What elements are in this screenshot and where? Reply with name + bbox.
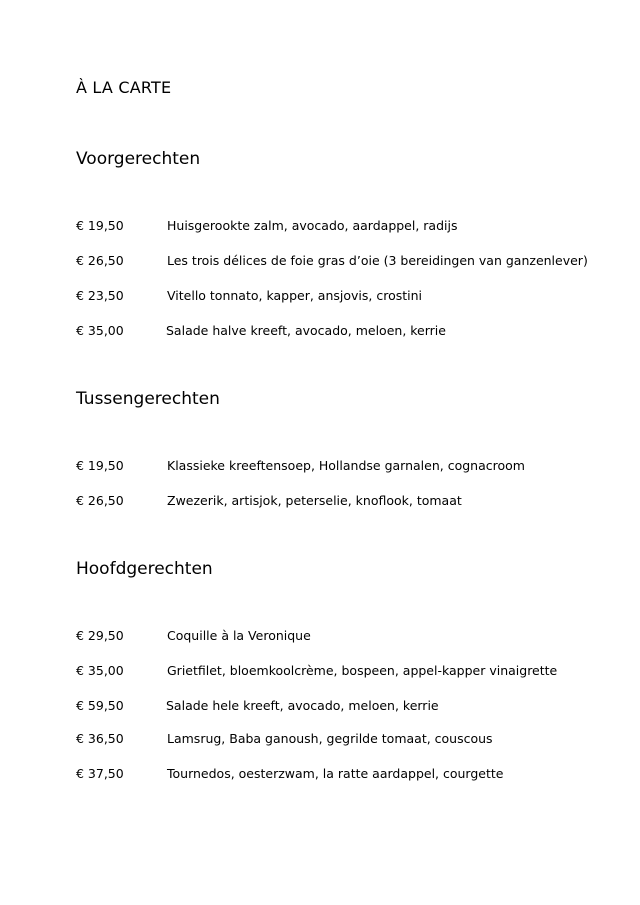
item-dish: Salade halve kreeft, avocado, meloen, kerrie xyxy=(166,323,446,338)
item-price: € 36,50 xyxy=(76,731,124,746)
item-dish: Tournedos, oesterzwam, la ratte aardappel, courgette xyxy=(167,766,504,781)
item-price: € 35,00 xyxy=(76,663,124,678)
menu-item xyxy=(76,697,596,715)
item-price: € 23,50 xyxy=(76,288,124,303)
item-price: € 19,50 xyxy=(76,458,124,473)
item-dish: Klassieke kreeftensoep, Hollandse garnalen, cognacroom xyxy=(167,458,525,473)
menu-item xyxy=(76,457,596,475)
menu-item xyxy=(76,217,596,235)
item-dish: Salade hele kreeft, avocado, meloen, kerrie xyxy=(166,698,439,713)
menu-item xyxy=(76,627,596,645)
menu-item xyxy=(76,322,596,340)
item-price: € 19,50 xyxy=(76,218,124,233)
item-price: € 59,50 xyxy=(76,698,124,713)
item-price: € 26,50 xyxy=(76,493,124,508)
item-dish: Huisgerookte zalm, avocado, aardappel, radijs xyxy=(167,218,458,233)
item-dish: Lamsrug, Baba ganoush, gegrilde tomaat, couscous xyxy=(167,731,493,746)
section-heading-voorgerechten: Voorgerechten xyxy=(76,149,201,169)
item-dish: Les trois délices de foie gras d’oie (3 bereidingen van ganzenlever) xyxy=(167,253,588,268)
page-title: À LA CARTE xyxy=(76,78,172,97)
menu-item xyxy=(76,252,596,270)
section-heading-tussengerechten: Tussengerechten xyxy=(76,389,220,409)
section-heading-hoofdgerechten: Hoofdgerechten xyxy=(76,559,213,579)
menu-item xyxy=(76,730,596,748)
menu-item xyxy=(76,287,596,305)
item-dish: Vitello tonnato, kapper, ansjovis, crostini xyxy=(167,288,422,303)
menu-item xyxy=(76,662,596,680)
menu-item xyxy=(76,765,596,783)
menu-item xyxy=(76,492,596,510)
item-dish: Grietfilet, bloemkoolcrème, bospeen, appel-kapper vinaigrette xyxy=(167,663,558,678)
item-price: € 29,50 xyxy=(76,628,124,643)
item-price: € 37,50 xyxy=(76,766,124,781)
item-dish: Zwezerik, artisjok, peterselie, knoflook, tomaat xyxy=(167,493,462,508)
item-dish: Coquille à la Veronique xyxy=(167,628,311,643)
item-price: € 35,00 xyxy=(76,323,124,338)
item-price: € 26,50 xyxy=(76,253,124,268)
